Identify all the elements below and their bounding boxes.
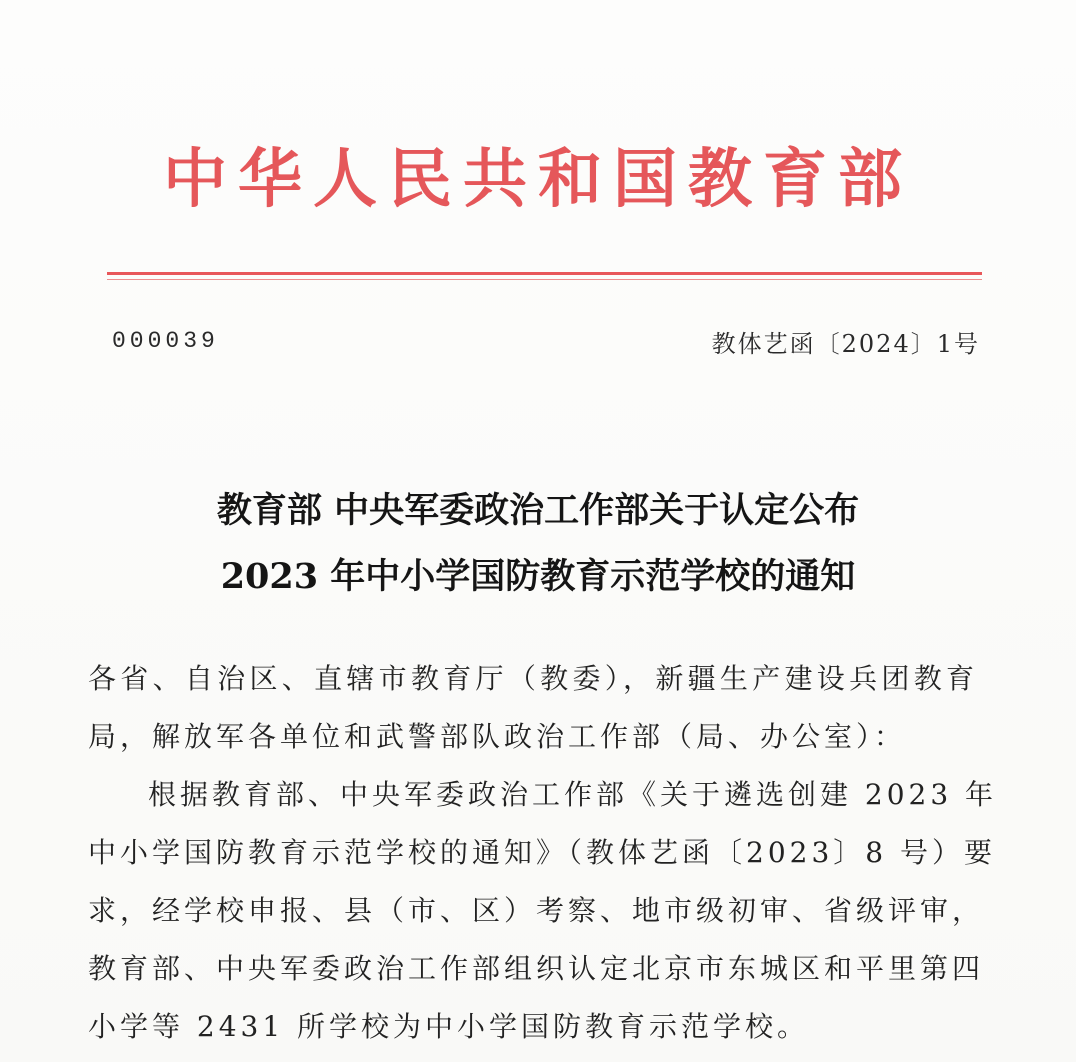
paragraph-1-line-2: 中小学国防教育示范学校的通知》（教体艺函〔2023〕8 号）要 bbox=[88, 836, 996, 869]
paragraph-1-line-4: 教育部、中央军委政治工作部组织认定北京市东城区和平里第四 bbox=[88, 952, 985, 985]
letterhead-red-rule-thin bbox=[107, 279, 982, 280]
letterhead-red-rule bbox=[107, 272, 982, 275]
paragraph-1-line-1: 根据教育部、中央军委政治工作部《关于遴选创建 2023 年 bbox=[148, 778, 998, 811]
document-title-line-1: 教育部 中央军委政治工作部关于认定公布 bbox=[216, 490, 860, 531]
letterhead-issuer: 中华人民共和国教育部 bbox=[163, 142, 913, 217]
serial-number: 000039 bbox=[112, 328, 219, 354]
paragraph-1-line-5: 小学等 2431 所学校为中小学国防教育示范学校。 bbox=[88, 1010, 810, 1043]
paragraph-1-line-3: 求，经学校申报、县（市、区）考察、地市级初审、省级评审， bbox=[88, 894, 985, 927]
document-title-line-2: 2023 年中小学国防教育示范学校的通知 bbox=[220, 556, 856, 597]
addressee-line-2: 局，解放军各单位和武警部队政治工作部（局、办公室）： bbox=[88, 720, 907, 753]
document-title bbox=[0, 478, 1076, 610]
document-number: 教体艺函〔2024〕1号 bbox=[711, 330, 980, 358]
addressee-line-1: 各省、自治区、直辖市教育厅（教委），新疆生产建设兵团教育 bbox=[88, 662, 978, 695]
document-body bbox=[88, 650, 998, 1056]
